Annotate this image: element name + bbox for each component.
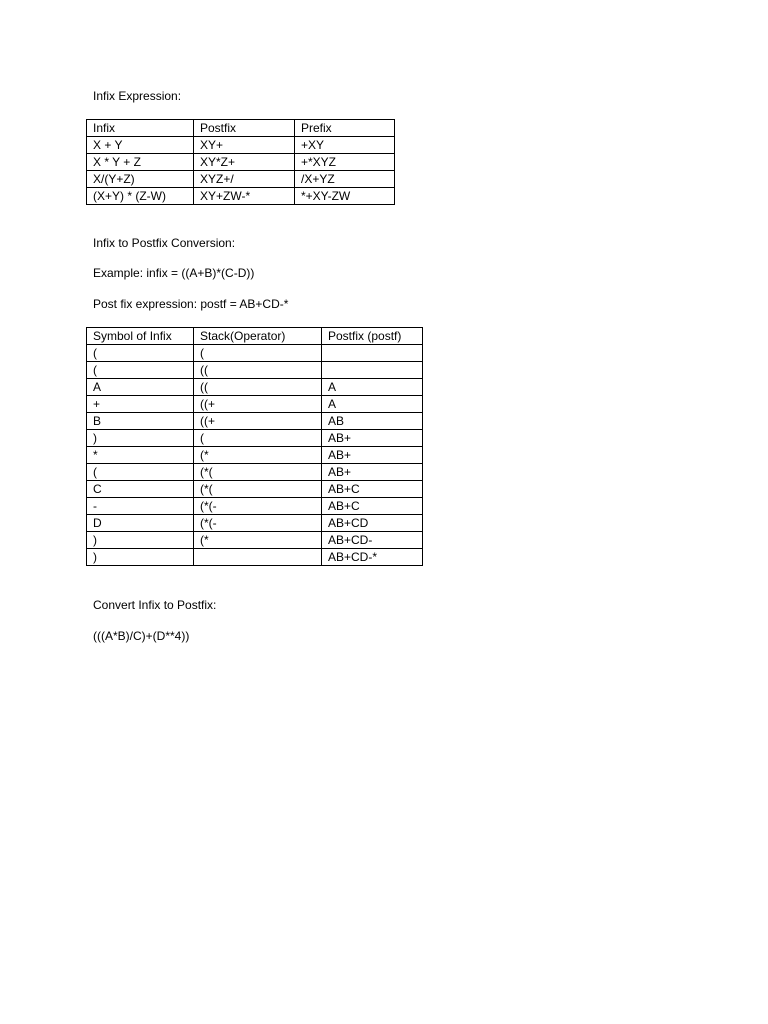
- table-cell: AB+CD: [322, 515, 423, 532]
- table-cell: (*: [194, 532, 322, 549]
- table-cell: ((: [194, 379, 322, 396]
- table-cell: C: [87, 481, 194, 498]
- expression-table-body: [87, 120, 395, 205]
- table-cell: ): [87, 430, 194, 447]
- table-cell: D: [87, 515, 194, 532]
- table-cell: -: [87, 498, 194, 515]
- table-cell: (X+Y) * (Z-W): [87, 188, 194, 205]
- table-cell: X + Y: [87, 137, 194, 154]
- table-cell: X/(Y+Z): [87, 171, 194, 188]
- column-header-symbol: Symbol of Infix: [87, 328, 194, 345]
- table-row: [87, 481, 423, 498]
- table-cell: AB+CD-: [322, 532, 423, 549]
- table-cell: +XY: [295, 137, 395, 154]
- table-row: [87, 396, 423, 413]
- table-cell: AB+: [322, 430, 423, 447]
- table-row: [87, 188, 395, 205]
- conversion-example: Example: infix = ((A+B)*(C-D)): [93, 266, 255, 280]
- table-cell: ((+: [194, 413, 322, 430]
- table-cell: (: [194, 345, 322, 362]
- table-cell: XY+ZW-*: [194, 188, 295, 205]
- table-row: [87, 154, 395, 171]
- table-cell: (: [87, 464, 194, 481]
- table-cell: ): [87, 532, 194, 549]
- table-cell: AB+: [322, 447, 423, 464]
- table-cell: *+XY-ZW: [295, 188, 395, 205]
- table-cell: X * Y + Z: [87, 154, 194, 171]
- table-cell: ((+: [194, 396, 322, 413]
- table-row: [87, 515, 423, 532]
- table-cell: AB+: [322, 464, 423, 481]
- table-cell: XY+: [194, 137, 295, 154]
- table-row: [87, 430, 423, 447]
- expression-table: [86, 119, 395, 205]
- table-cell: AB: [322, 413, 423, 430]
- column-header-prefix: Prefix: [295, 120, 395, 137]
- infix-expression-heading: Infix Expression:: [93, 89, 182, 103]
- table-row: [87, 447, 423, 464]
- table-cell: +*XYZ: [295, 154, 395, 171]
- table-row: [87, 362, 423, 379]
- table-cell: /X+YZ: [295, 171, 395, 188]
- conversion-heading: Infix to Postfix Conversion:: [93, 236, 236, 250]
- conversion-table-body: [87, 328, 423, 566]
- table-row: [87, 498, 423, 515]
- table-row: [87, 171, 395, 188]
- table-cell: A: [322, 396, 423, 413]
- table-row: [87, 532, 423, 549]
- table-cell: ): [87, 549, 194, 566]
- table-cell: (*: [194, 447, 322, 464]
- table-cell: (: [87, 345, 194, 362]
- table-cell: [194, 549, 322, 566]
- exercise-heading: Convert Infix to Postfix:: [93, 598, 217, 612]
- table-cell: *: [87, 447, 194, 464]
- table-row: [87, 379, 423, 396]
- table-cell: (: [87, 362, 194, 379]
- column-header-postf: Postfix (postf): [322, 328, 423, 345]
- table-cell: (*(-: [194, 515, 322, 532]
- table-row: [87, 464, 423, 481]
- table-cell: ((: [194, 362, 322, 379]
- table-row: [87, 345, 423, 362]
- table-cell: XY*Z+: [194, 154, 295, 171]
- table-row: [87, 413, 423, 430]
- table-cell: +: [87, 396, 194, 413]
- table-header-row: [87, 328, 423, 345]
- table-row: [87, 549, 423, 566]
- table-cell: XYZ+/: [194, 171, 295, 188]
- conversion-result: Post fix expression: postf = AB+CD-*: [93, 297, 289, 311]
- table-cell: AB+CD-*: [322, 549, 423, 566]
- table-cell: A: [322, 379, 423, 396]
- table-row: [87, 137, 395, 154]
- column-header-stack: Stack(Operator): [194, 328, 322, 345]
- table-cell: AB+C: [322, 498, 423, 515]
- table-cell: AB+C: [322, 481, 423, 498]
- column-header-postfix: Postfix: [194, 120, 295, 137]
- table-cell: [322, 362, 423, 379]
- exercise-expression: (((A*B)/C)+(D**4)): [93, 629, 190, 643]
- column-header-infix: Infix: [87, 120, 194, 137]
- table-cell: [322, 345, 423, 362]
- table-cell: (*(-: [194, 498, 322, 515]
- table-cell: B: [87, 413, 194, 430]
- table-cell: (*(: [194, 464, 322, 481]
- table-cell: A: [87, 379, 194, 396]
- table-cell: (*(: [194, 481, 322, 498]
- table-header-row: [87, 120, 395, 137]
- conversion-table: [86, 327, 423, 566]
- table-cell: (: [194, 430, 322, 447]
